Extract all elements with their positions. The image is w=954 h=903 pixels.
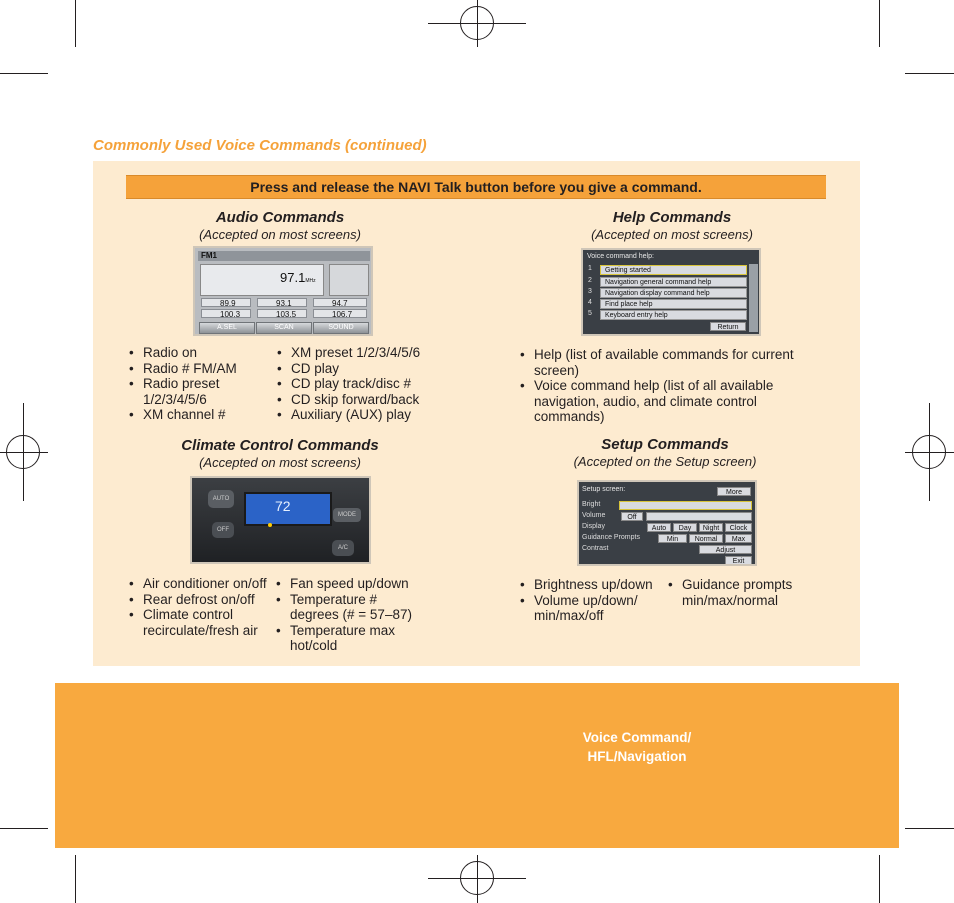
guidance-min: Min [658, 534, 687, 543]
help-screen-image [581, 248, 761, 336]
climate-ac-button: A/C [332, 540, 354, 556]
list-item: • Help (list of available commands for current screen) [519, 347, 809, 378]
setup-label: Volume [582, 512, 606, 519]
preset-4: 100.3 [201, 309, 251, 318]
volume-off: Off [621, 512, 643, 521]
list-item: • Rear defrost on/off [128, 592, 268, 608]
setup-header [540, 436, 790, 469]
section-title: Commonly Used Voice Commands (continued) [93, 137, 427, 154]
list-item: • Guidance prompts min/max/normal [667, 577, 807, 608]
climate-header [150, 437, 410, 470]
asel-button: A.SEL [199, 322, 255, 334]
help-num: 4 [588, 299, 592, 306]
setup-more-button: More [717, 487, 751, 496]
setup-label: Bright [582, 501, 601, 508]
help-num: 2 [588, 277, 592, 284]
climate-title: Climate Control Commands [181, 437, 379, 454]
list-item: • CD play [276, 361, 446, 377]
contrast-adjust: Adjust [699, 545, 752, 554]
guidance-normal: Normal [689, 534, 723, 543]
setup-exit-button: Exit [725, 556, 752, 565]
list-item: • CD play track/disc # [276, 376, 446, 392]
bright-slider [619, 501, 752, 510]
help-subtitle: (Accepted on most screens) [591, 227, 753, 242]
list-item: • Volume up/down/ min/max/off [519, 593, 669, 624]
list-item: • CD skip forward/back [276, 392, 446, 408]
list-item: • Climate control recirculate/fresh air [128, 607, 268, 638]
frequency-value: 97.1 [280, 270, 306, 285]
scan-button: SCAN [256, 322, 312, 334]
display-day: Day [673, 523, 697, 532]
help-row: Find place help [600, 299, 747, 309]
audio-title: Audio Commands [215, 209, 345, 226]
audio-header [170, 209, 390, 242]
preset-2: 93.1 [257, 298, 307, 307]
audio-top-bar [198, 251, 370, 261]
audio-commands-col1 [128, 345, 258, 423]
list-item: • Radio preset 1/2/3/4/5/6 [128, 376, 258, 407]
help-return-button: Return [710, 322, 746, 331]
audio-subtitle: (Accepted on most screens) [199, 227, 361, 242]
sound-button: SOUND [313, 322, 369, 334]
preset-3: 94.7 [313, 298, 367, 307]
help-row: Keyboard entry help [600, 310, 747, 320]
crop-mark [0, 828, 48, 829]
preset-5: 103.5 [257, 309, 307, 318]
help-row: Navigation display command help [600, 288, 747, 298]
registration-target [460, 861, 494, 895]
registration-target [912, 435, 946, 469]
chapter-tab [560, 728, 714, 766]
audio-commands-col2 [276, 345, 446, 423]
list-item: • Temperature max hot/cold [275, 623, 425, 654]
registration-target [6, 435, 40, 469]
chapter-tab-line1: Voice Command/ [582, 730, 692, 745]
climate-auto-button: AUTO [208, 490, 234, 508]
setup-label: Guidance Prompts [582, 534, 640, 541]
climate-off-button: OFF [212, 522, 234, 538]
crop-mark [75, 0, 76, 47]
chapter-tab-line2: HFL/Navigation [587, 749, 687, 764]
display-auto: Auto [647, 523, 671, 532]
setup-commands-col1 [519, 577, 669, 624]
volume-slider [646, 512, 752, 521]
setup-commands-col2 [667, 577, 807, 608]
setup-label: Display [582, 523, 605, 530]
list-item: • Voice command help (list of all available navigation, audio, and climate control commands) [519, 378, 809, 425]
help-title: Help Commands [612, 209, 732, 226]
climate-temp: 72 [275, 498, 291, 514]
help-num: 3 [588, 288, 592, 295]
climate-commands-col1 [128, 576, 268, 638]
help-num: 1 [588, 265, 592, 272]
audio-band: FM1 [201, 251, 217, 260]
setup-label: Contrast [582, 545, 609, 552]
setup-screen-heading: Setup screen: [582, 486, 626, 493]
crop-mark [879, 855, 880, 903]
crop-mark [75, 855, 76, 903]
help-num: 5 [588, 310, 592, 317]
crop-mark [0, 73, 48, 74]
footer-band [55, 683, 899, 848]
instruction-banner: Press and release the NAVI Talk button before you give a command. [126, 175, 826, 199]
climate-subtitle: (Accepted on most screens) [199, 455, 361, 470]
setup-title: Setup Commands [601, 436, 729, 453]
setup-screen-image [577, 480, 757, 566]
list-item: • Brightness up/down [519, 577, 669, 593]
audio-frequency [280, 270, 316, 285]
climate-panel-image [190, 476, 371, 564]
climate-mode-button: MODE [333, 508, 361, 522]
help-screen-heading: Voice command help: [587, 253, 654, 260]
list-item: • XM channel # [128, 407, 258, 423]
list-item: • Radio # FM/AM [128, 361, 258, 377]
list-item: • Temperature # degrees (# = 57–87) [275, 592, 425, 623]
audio-side-panel [329, 264, 369, 296]
climate-indicator [268, 523, 272, 527]
display-night: Night [699, 523, 723, 532]
preset-1: 89.9 [201, 298, 251, 307]
setup-subtitle: (Accepted on the Setup screen) [573, 454, 757, 469]
list-item: • Fan speed up/down [275, 576, 425, 592]
help-scrollbar [749, 264, 758, 332]
display-clock: Clock [725, 523, 752, 532]
guidance-max: Max [725, 534, 752, 543]
climate-commands-col2 [275, 576, 425, 654]
help-commands [519, 347, 809, 425]
crop-mark [879, 0, 880, 47]
registration-target [460, 6, 494, 40]
crop-mark [905, 828, 954, 829]
list-item: • Radio on [128, 345, 258, 361]
preset-6: 106.7 [313, 309, 367, 318]
help-header [552, 209, 792, 242]
list-item: • Air conditioner on/off [128, 576, 268, 592]
list-item: • Auxiliary (AUX) play [276, 407, 446, 423]
list-item: • XM preset 1/2/3/4/5/6 [276, 345, 446, 361]
audio-screen-image [193, 246, 373, 336]
help-row: Getting started [600, 265, 747, 275]
frequency-unit: MHz [305, 278, 316, 284]
crop-mark [905, 73, 954, 74]
help-row: Navigation general command help [600, 277, 747, 287]
